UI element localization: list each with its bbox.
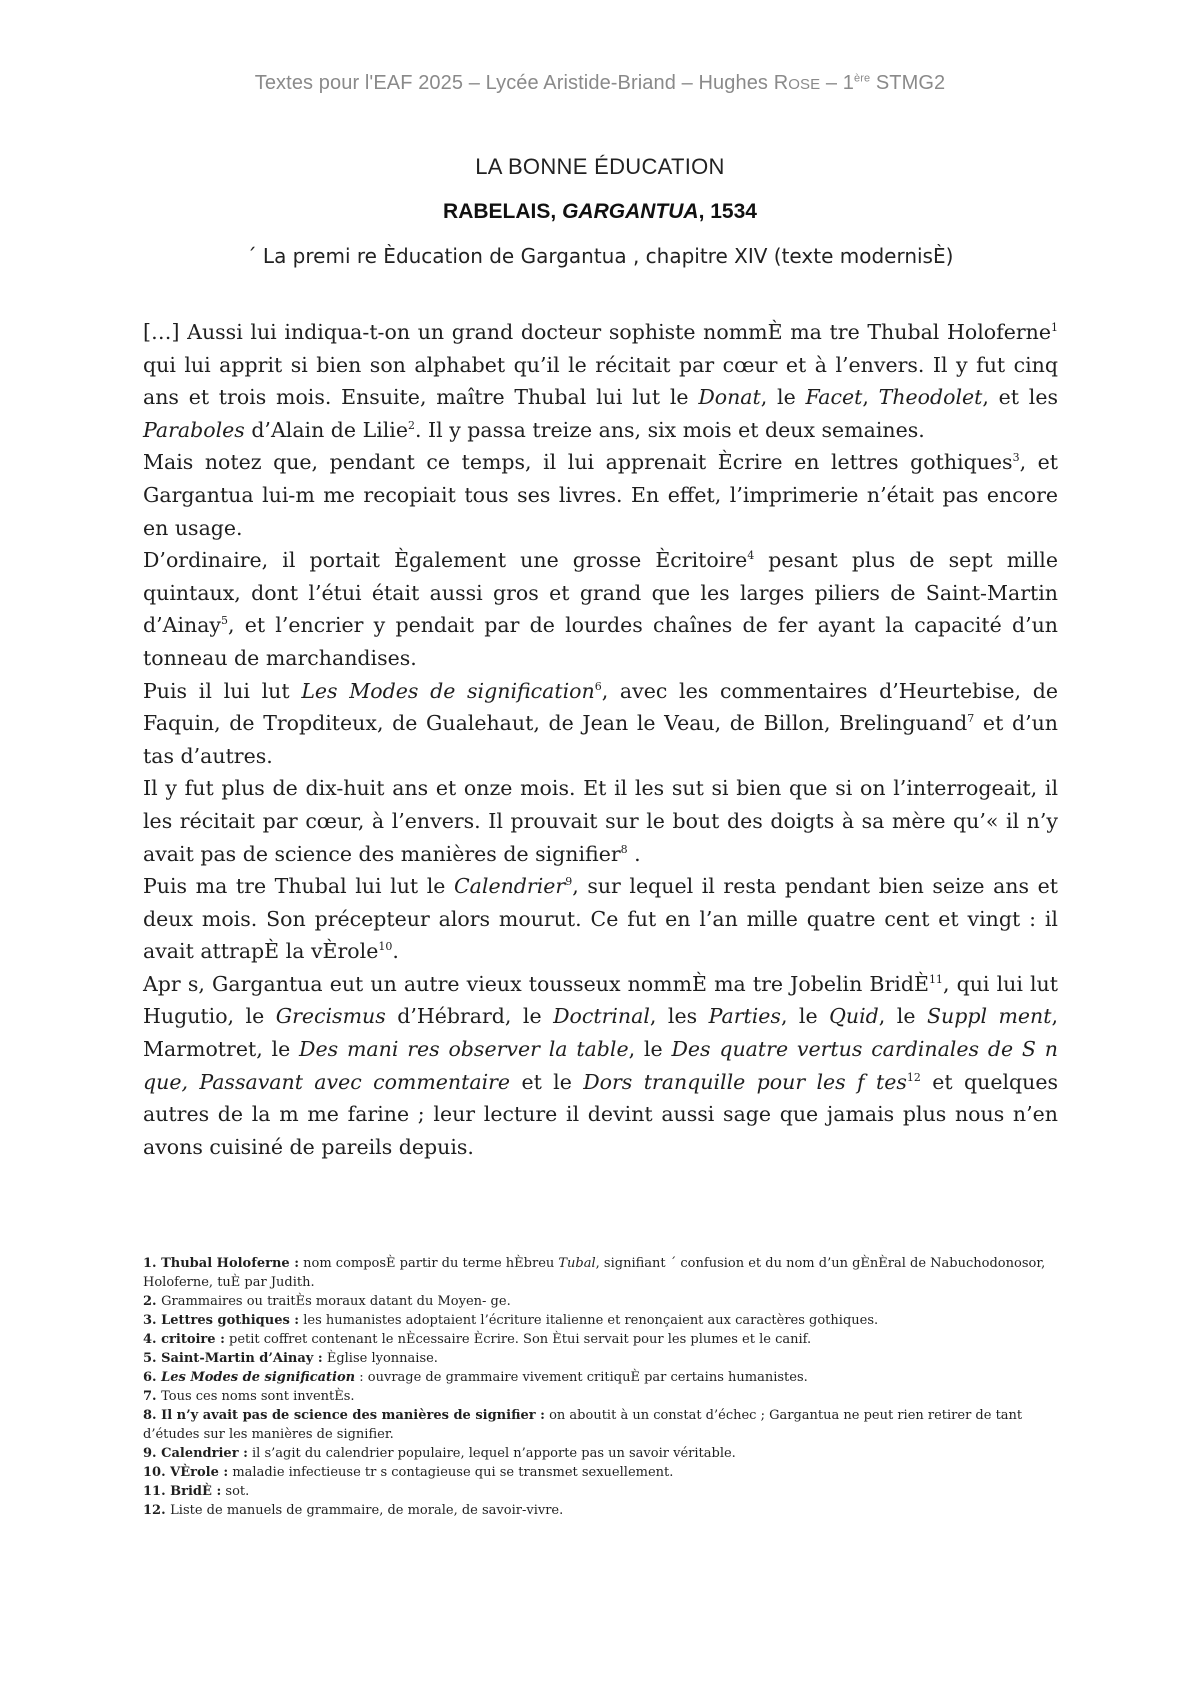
footnote-6: 6. Les Modes de signification : ouvrage de grammaire vivement critiquÈ par certains humanistes.: [143, 1370, 808, 1385]
footnote-2: 2. Grammaires ou traitÈs moraux datant du Moyen- ge.: [143, 1294, 511, 1309]
work-title: GARGANTUA: [562, 200, 699, 223]
footnote-4: 4. critoire : petit coffret contenant le nÈcessaire Ècrire. Son Ètui servait pour les plumes et le canif.: [143, 1332, 812, 1347]
footnote-ref: 1: [1051, 321, 1058, 335]
footnote-ref: 6: [594, 679, 602, 693]
footnotes: [143, 1254, 1058, 1520]
footnote-ref: 12: [906, 1070, 921, 1084]
footnote-ref: 5: [221, 614, 229, 628]
main-text: [143, 316, 1058, 1163]
footnote-12: 12. Liste de manuels de grammaire, de morale, de savoir-vivre.: [143, 1503, 564, 1518]
author: RABELAIS,: [443, 200, 563, 223]
chapter-heading: ´ La premi re Èducation de Gargantua , chapitre XIV (texte modernisÈ): [246, 244, 954, 268]
footnote-ref: 3: [1012, 451, 1020, 465]
footnote-8: 8. Il n’y avait pas de science des manières de signifier : on aboutit à un constat d’échec ; Gargantua ne peut rien retirer de tant d’études sur les manières de signifier.: [143, 1408, 1023, 1442]
paragraph: D’ordinaire, il portait Ègalement une grosse Ècritoire$^4$ pesant plus de sept mille quintaux, dont l’étui était aussi gros et grand que les larges piliers de Saint-Martin d’Ainay$^5$, et l’encrier y pendait par de lourdes chaînes de fer ayant la capacité d’un tonneau de marchandises.: [143, 548, 1058, 670]
paragraph: […] Aussi lui indiqua-t-on un grand docteur sophiste nommÈ ma tre Thubal Holoferne$^1$ qui lui apprit si bien son alphabet qu’il le récitait par cœur et à l’envers. Il y fut cinq ans et trois mois. Ensuite, maître Thubal lui lut le Donat, le Facet, Theodolet, et les Paraboles d’Alain de Lilie$^2$. Il y passa treize ans, six mois et deux semaines.: [143, 320, 1058, 442]
paragraph: Il y fut plus de dix-huit ans et onze mois. Et il les sut si bien que si on l’interrogeait, il les récitait par cœur, à l’envers. Il prouvait sur le bout des doigts à sa mère qu’« il n’y avait pas de science des manières de signifier$^8$ .: [143, 776, 1058, 866]
footnote-11: 11. BridÈ : sot.: [143, 1484, 250, 1499]
header-text: Textes pour l'EAF 2025 – Lycée Aristide-Briand – Hughes R: [254, 72, 789, 94]
footnote-7: 7. Tous ces noms sont inventÈs.: [143, 1389, 355, 1404]
paragraph: Apr s, Gargantua eut un autre vieux tousseux nommÈ ma tre Jobelin BridÈ$^{11}$, qui lui lut Hugutio, le Grecismus d’Hébrard, le Doctrinal, les Parties, le Quid, le Suppl ment, Marmotret, le Des mani res observer la table, le Des quatre vertus cardinales de S n que, Passavant avec commentaire et le Dors tranquille pour les f tes$^{12}$ et quelques autres de la m me farine ; leur lecture il devint aussi sage que jamais plus nous n’en avons cuisiné de pareils depuis.: [143, 971, 1059, 1159]
footnote-ref: 9: [565, 875, 573, 889]
footnote-ref: 7: [967, 712, 975, 726]
footnote-ref: 11: [928, 973, 943, 987]
footnote-ref: 8: [620, 842, 628, 856]
footnote-ref: 4: [747, 549, 755, 563]
header-text: – 1: [820, 72, 854, 94]
running-header: [0, 72, 1200, 95]
paragraph: Mais notez que, pendant ce temps, il lui apprenait Ècrire en lettres gothiques$^3$, et Gargantua lui-m me recopiait tous ses livres. En effet, l’imprimerie n’était pas encore en usage.: [143, 450, 1058, 540]
year: , 1534: [698, 200, 757, 223]
header-name-smallcaps: OSE: [788, 76, 821, 93]
paragraph: Puis ma tre Thubal lui lut le Calendrier$^9$, sur lequel il resta pendant bien seize ans et deux mois. Son précepteur alors mourut. Ce fut en l’an mille quatre cent et vingt : il avait attrapÈ la vÈrole$^{10}$.: [143, 874, 1058, 964]
footnote-3: 3. Lettres gothiques : les humanistes adoptaient l’écriture italienne et renonçaient aux caractères gothiques.: [143, 1313, 879, 1328]
footnote-ref: 10: [378, 940, 393, 954]
footnote-5: 5. Saint-Martin d’Ainay : Èglise lyonnaise.: [143, 1351, 438, 1366]
footnote-1: 1. Thubal Holoferne : nom composÈ partir du terme hÈbreu Tubal, signifiant ´ confusion et du nom d’un gÈnÈral de Nabuchodonosor, Holoferne, tuÈ par Judith.: [143, 1256, 1046, 1290]
footnote-10: 10. VÈrole : maladie infectieuse tr s contagieuse qui se transmet sexuellement.: [143, 1465, 674, 1480]
document-subtitle: [0, 200, 1200, 224]
header-superscript: ère: [854, 72, 871, 85]
header-text: STMG2: [870, 72, 946, 94]
document-title: LA BONNE ÉDUCATION: [475, 154, 725, 179]
paragraph: Puis il lui lut Les Modes de signification$^6$, avec les commentaires d’Heurtebise, de Faquin, de Tropditeux, de Gualehaut, de Jean le Veau, de Billon, Brelinguand$^7$ et d’un tas d’autres.: [143, 678, 1058, 768]
footnote-9: 9. Calendrier : il s’agit du calendrier populaire, lequel n’apporte pas un savoir véritable.: [143, 1446, 736, 1461]
footnote-ref: 2: [408, 418, 415, 432]
